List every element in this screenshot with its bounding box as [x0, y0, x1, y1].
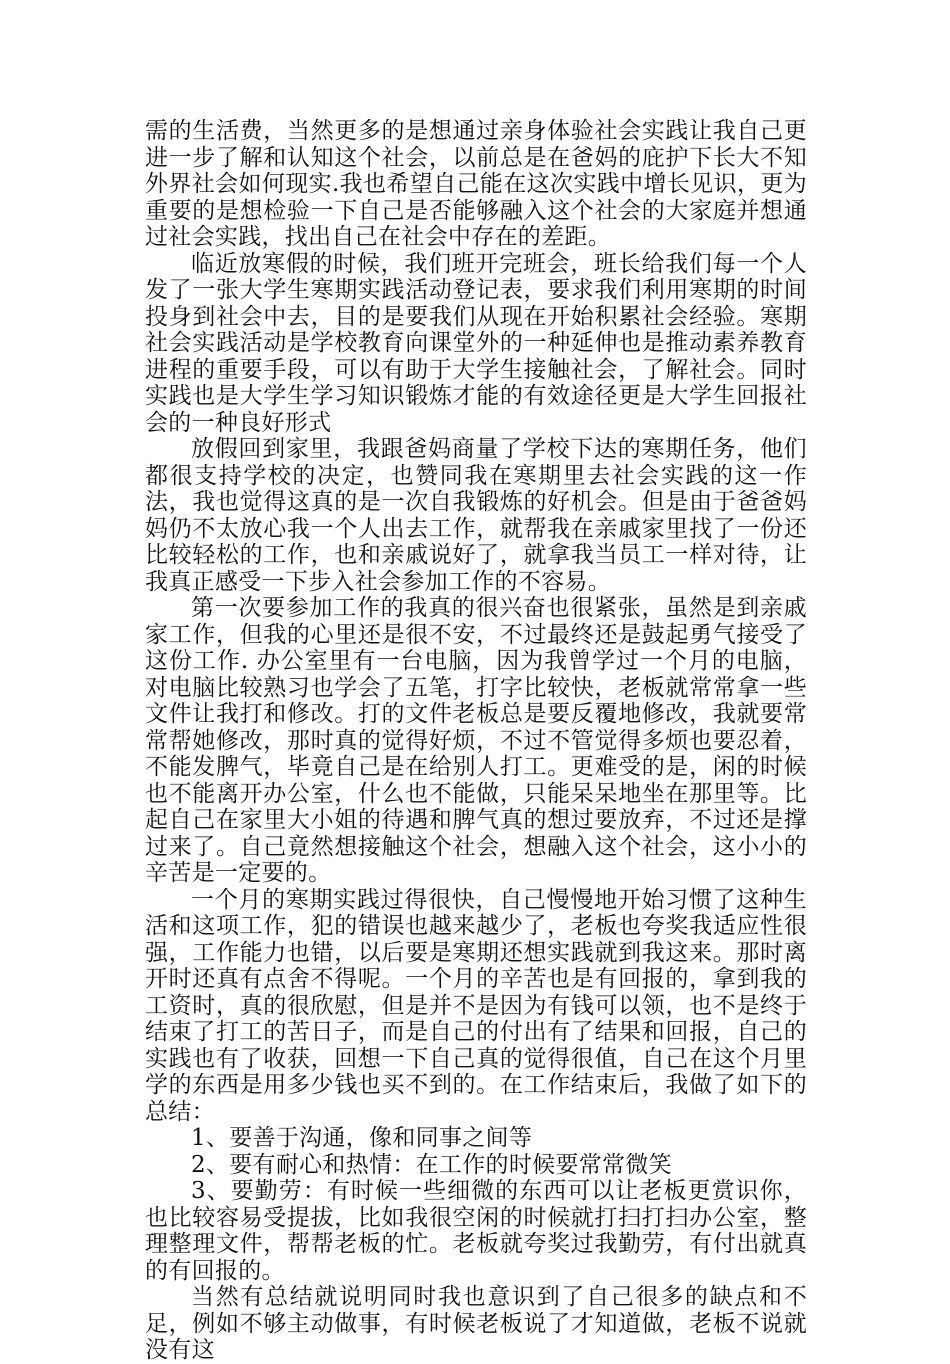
paragraph-4: 第一次要参加工作的我真的很兴奋也很紧张，虽然是到亲戚家工作，但我的心里还是很不安，不过最终还是鼓起勇气接受了这份工作. 办公室里有一台电脑，因为我曾学过一个月的电脑，对电脑比较熟习也学会了五笔，打字比较快，老板就常常拿一些文件让我打和修改。打的文件老板总是要反覆地修改，我就要常常帮她修改，那时真的觉得好烦，不过不管觉得多烦也要忍着，不能发脾气，毕竟自己是在给别人打工。更难受的是，闲的时候也不能离开办公室，什么也不能做，只能呆呆地坐在那里等。比起自己在家里大小姐的待遇和脾气真的想过要放弃，不过还是撑过来了。自己竟然想接触这个社会，想融入这个社会，这小小的辛苦是一定要的。 — [145, 595, 807, 886]
paragraph-5: 一个月的寒期实践过得很快，自己慢慢地开始习惯了这种生活和这项工作，犯的错误也越来越少了，老板也夸奖我适应性很强，工作能力也错，以后要是寒期还想实践就到我这来。那时离开时还真有点舍不得呢。一个月的辛苦也是有回报的，拿到我的工资时，真的很欣慰，但是并不是因为有钱可以领，也不是终于结束了打工的苦日子，而是自己的付出有了结果和回报，自己的实践也有了收获，回想一下自己真的觉得很值，自己在这个月里学的东西是用多少钱也买不到的。在工作结束后，我做了如下的总结： — [145, 886, 807, 1125]
summary-item-2: 2、要有耐心和热情：在工作的时候要常常微笑 — [191, 1151, 672, 1178]
paragraph-1: 需的生活费，当然更多的是想通过亲身体验社会实践让我自己更进一步了解和认知这个社会，以前总是在爸妈的庇护下长大不知外界社会如何现实.我也希望自己能在这次实践中增长见识，更为重要的是想检验一下自己是否能够融入这个社会的大家庭并想通过社会实践，找出自己在社会中存在的差距。 — [145, 118, 807, 250]
paragraph-3: 放假回到家里，我跟爸妈商量了学校下达的寒期任务，他们都很支持学校的决定，也赞同我在寒期里去社会实践的这一作法，我也觉得这真的是一次自我锻炼的好机会。但是由于爸爸妈妈仍不太放心我一个人出去工作，就帮我在亲戚家里找了一份还比较轻松的工作，也和亲戚说好了，就拿我当员工一样对待，让我真正感受一下步入社会参加工作的不容易。 — [145, 436, 807, 595]
document-body — [145, 118, 807, 1364]
paragraph-2: 临近放寒假的时候，我们班开完班会，班长给我们每一个人发了一张大学生寒期实践活动登记表，要求我们利用寒期的时间投身到社会中去，目的是要我们从现在开始积累社会经验。寒期社会实践活动是学校教育向课堂外的一种延伸也是推动素养教育进程的重要手段，可以有助于大学生接触社会，了解社会。同时实践也是大学生学习知识锻炼才能的有效途径更是大学生回报社会的一种良好形式 — [145, 250, 807, 436]
summary-item-1: 1、要善于沟通，像和同事之间等 — [191, 1125, 533, 1151]
paragraph-6: 当然有总结就说明同时我也意识到了自己很多的缺点和不足，例如不够主动做事，有时候老板说了才知道做，老板不说就没有这 — [145, 1284, 807, 1363]
summary-item-3: 3、要勤劳：有时候一些细微的东西可以让老板更赏识你，也比较容易受提拔，比如我很空闲的时候就打扫打扫办公室，整理整理文件，帮帮老板的忙。老板就夸奖过我勤劳，有付出就真的有回报的。 — [145, 1178, 807, 1284]
